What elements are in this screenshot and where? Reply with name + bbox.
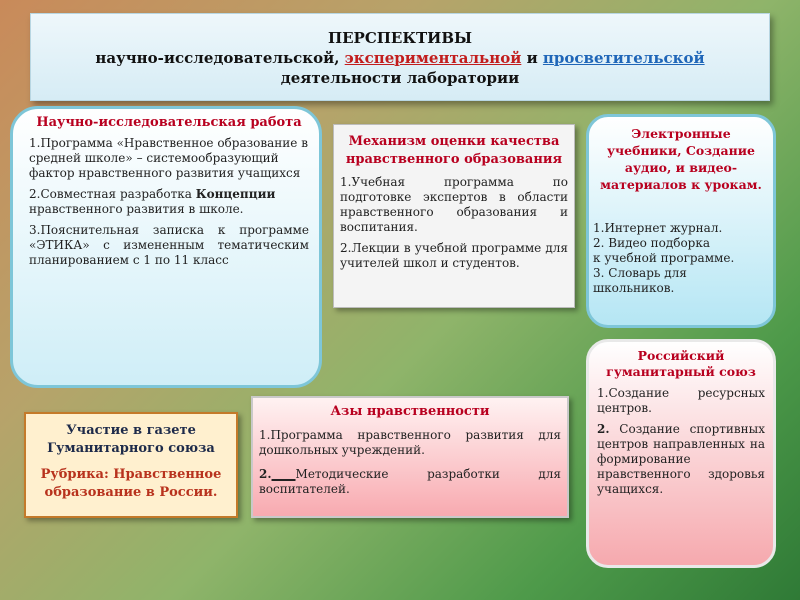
ebooks-item-2: 2. Видео подборка [593, 236, 711, 250]
header-accent-experimental: экспериментальной [344, 49, 522, 67]
research-item-3: 3.Пояснительная записка к программе «ЭТИКА» с измененным тематическим планированием с 1 по 11 класс [29, 223, 309, 267]
research-card [10, 106, 322, 388]
mechanism-card [333, 124, 575, 308]
union-card [586, 339, 776, 568]
research-title: Научно-исследовательская работа [36, 115, 302, 130]
ebooks-item-3: 3. Словарь для школьников. [593, 266, 687, 295]
gazette-rubric: Рубрика: Нравственное образование в России. [40, 467, 222, 500]
union-item-1: 1.Создание ресурсных центров. [597, 386, 765, 415]
mechanism-item-1: 1.Учебная программа по подготовке экспертов в области нравственного образования и воспитания. [340, 175, 568, 234]
mechanism-title: Механизм оценки качества нравственного образования [345, 134, 563, 167]
ebooks-item-1: 1.Интернет журнал. [593, 221, 723, 235]
header-title: ПЕРСПЕКТИВЫ [327, 29, 473, 47]
ebooks-list [593, 221, 769, 296]
ebooks-card [586, 114, 776, 328]
research-item-2: 2.Совместная разработка Концепции нравственного развития в школе. [29, 187, 276, 216]
ebooks-title: Электронные учебники, Создание аудио, и видео-материалов к урокам. [600, 126, 762, 192]
research-item-1: 1.Программа «Нравственное образование в средней школе» – системообразующий фактор нравственного развития учащихся [29, 136, 308, 180]
basics-card [251, 396, 569, 518]
union-item-2: 2. Создание спортивных центров направленных на формирование нравственного здоровья учащихся. [597, 422, 765, 496]
ebooks-item-2b: к учебной программе. [593, 251, 735, 265]
header-banner [30, 13, 770, 101]
basics-item-1: 1.Программа нравственного развития для дошкольных учреждений. [259, 428, 561, 457]
gazette-title: Участие в газете Гуманитарного союза [47, 423, 215, 456]
union-title: Российский гуманитарный союз [606, 348, 756, 379]
basics-item-2: 2.____Методические разработки для воспитателей. [259, 467, 561, 496]
mechanism-item-2: 2.Лекции в учебной программе для учителей школ и студентов. [340, 241, 568, 270]
gazette-card [24, 412, 238, 518]
header-line3: деятельности лаборатории [280, 69, 520, 87]
header-subtitle: научно-исследовательской, экспериментальной и просветительской [95, 49, 705, 67]
header-accent-educational: просветительской [542, 49, 705, 67]
basics-title: Азы нравственности [330, 404, 490, 419]
